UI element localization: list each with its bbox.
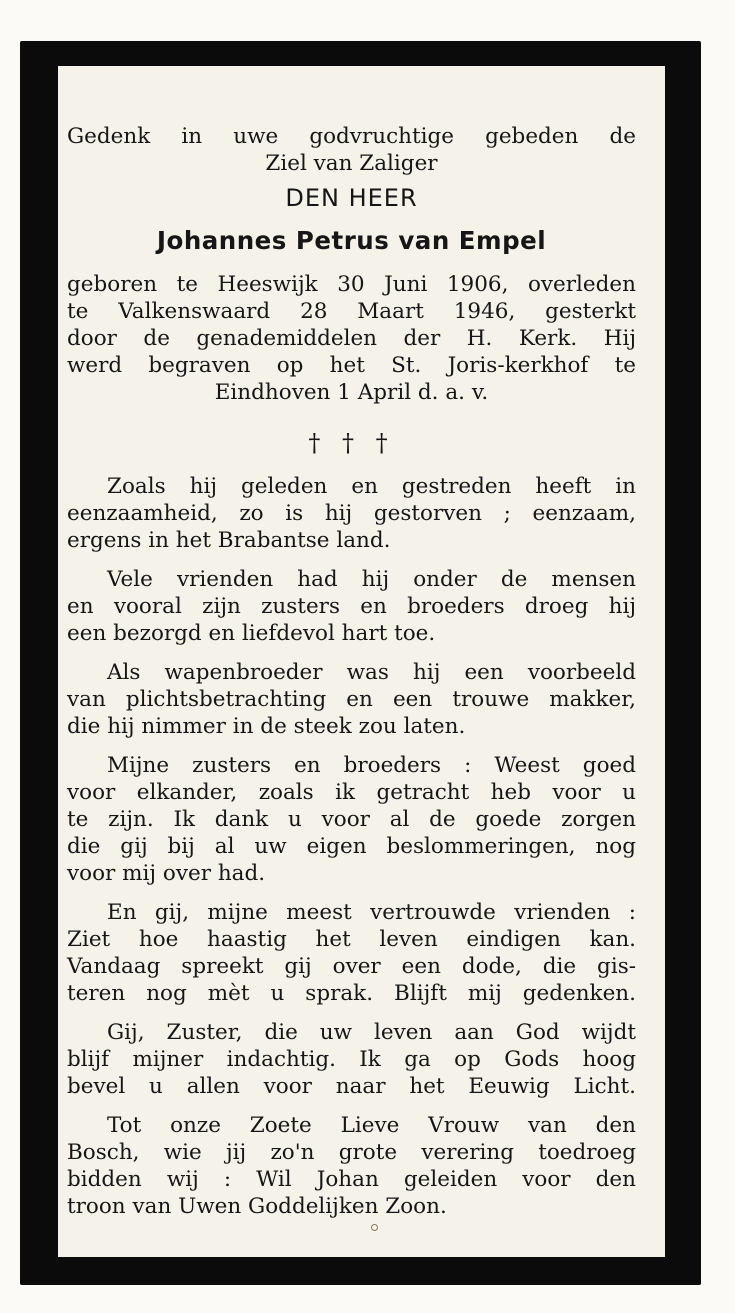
paragraph-line: voor mij over had. <box>67 861 266 886</box>
paragraph-line: teren nog mèt u sprak. Blijft mij gedenken. <box>67 981 636 1006</box>
memorial-card <box>20 41 701 1285</box>
paragraph-line: troon van Uwen Goddelijken Zoon. <box>67 1194 447 1219</box>
paragraph-line: blijf mijner indachtig. Ik ga op Gods hoog <box>67 1047 636 1072</box>
paragraph-line: Bosch, wie jij zo'n grote verering toedroeg <box>67 1140 636 1165</box>
details-line: te Valkenswaard 28 Maart 1946, gesterkt <box>67 299 636 324</box>
details-line: Eindhoven 1 April d. a. v. <box>214 380 489 405</box>
paragraph-line: Vandaag spreekt gij over een dode, die gis- <box>67 954 636 979</box>
paragraph-line: Mijne zusters en broeders : Weest goed <box>107 753 636 778</box>
paragraph-line: Ziet hoe haastig het leven eindigen kan. <box>67 927 636 952</box>
crosses-ornament: † † † <box>308 429 395 457</box>
pinhole-mark <box>371 1224 378 1231</box>
paragraph-line: die hij nimmer in de steek zou laten. <box>67 714 466 739</box>
paragraph-line: een bezorgd en liefdevol hart toe. <box>67 621 436 646</box>
intro-line-2: Ziel van Zaliger <box>265 151 438 176</box>
paragraph-line: Tot onze Zoete Lieve Vrouw van den <box>107 1113 636 1138</box>
paragraph-line: bidden wij : Wil Johan geleiden voor den <box>67 1167 636 1192</box>
paragraph-line: die gij bij al uw eigen beslommeringen, nog <box>67 834 636 859</box>
paragraph-line: Als wapenbroeder was hij een voorbeeld <box>107 660 636 685</box>
paragraph-line: Gij, Zuster, die uw leven aan God wijdt <box>107 1020 636 1045</box>
paragraph-line: Zoals hij geleden en gestreden heeft in <box>107 474 636 499</box>
paragraph-line: bevel u allen voor naar het Eeuwig Licht. <box>67 1074 636 1099</box>
paragraph-line: eenzaamheid, zo is hij gestorven ; eenzaam, <box>67 501 636 526</box>
intro-line: Gedenk in uwe godvruchtige gebeden de <box>67 124 636 149</box>
paragraph-line: voor elkander, zoals ik getracht heb voor u <box>67 780 636 805</box>
paragraph-line: ergens in het Brabantse land. <box>67 528 391 553</box>
title-den-heer: DEN HEER <box>285 184 418 212</box>
details-line: werd begraven op het St. Joris-kerkhof te <box>67 353 636 378</box>
deceased-name: Johannes Petrus van Empel <box>156 226 547 255</box>
paragraph-line: te zijn. Ik dank u voor al de goede zorgen <box>67 807 636 832</box>
card-text-panel <box>58 66 665 1257</box>
paragraph-line: en vooral zijn zusters en broeders droeg hij <box>67 594 636 619</box>
details-line: door de genademiddelen der H. Kerk. Hij <box>67 326 636 351</box>
paragraph-line: En gij, mijne meest vertrouwde vrienden : <box>107 900 636 925</box>
details-line: geboren te Heeswijk 30 Juni 1906, overleden <box>67 272 636 297</box>
paragraph-line: van plichtsbetrachting en een trouwe makker, <box>67 687 636 712</box>
paragraph-line: Vele vrienden had hij onder de mensen <box>107 567 636 592</box>
